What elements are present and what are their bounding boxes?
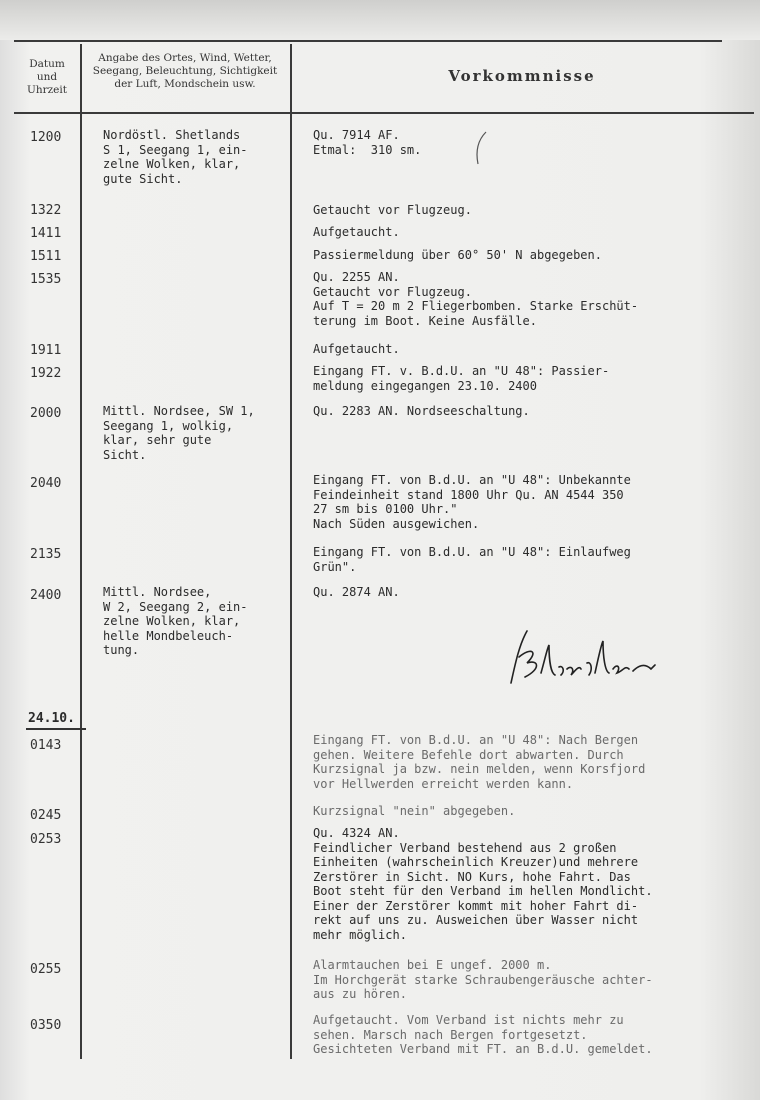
date-underline xyxy=(26,728,86,730)
header-col2-line: Seegang, Beleuchtung, Sichtigkeit xyxy=(92,65,278,77)
event-entry: Eingang FT. v. B.d.U. an "U 48": Passier- meldung eingegangen 23.10. 2400 xyxy=(313,364,610,393)
header-col1-line: und xyxy=(36,71,58,83)
event-entry: Eingang FT. von B.d.U. an "U 48": Nach Bergen gehen. Weitere Befehle dort abwarten. Durch Kurzsignal ja bzw. nein melden, wenn Korsfjord vor Hellwerden erreicht werden kann. xyxy=(313,733,646,791)
event-entry: Eingang FT. von B.d.U. an "U 48": Einlaufweg Grün". xyxy=(313,545,631,574)
page-top-shadow xyxy=(0,0,760,40)
time-entry: 1535 xyxy=(30,272,62,287)
event-entry: Alarmtauchen bei E ungef. 2000 m. Im Horchgerät starke Schraubengeräusche achter- aus zu hören. xyxy=(313,958,653,1001)
event-entry: Qu. 4324 AN. Feindlicher Verband bestehend aus 2 großen Einheiten (wahrscheinlich Kreuzer)und mehrere Zerstörer in Sicht. NO Kurs, hohe Fahrt. Das Boot steht für den Verband im hellen Mondlicht. Einer der Zerstörer kommt mit hoher Fahrt di- rekt auf uns zu. Ausweichen über Wasser nicht mehr möglich. xyxy=(313,826,653,942)
signature xyxy=(505,625,665,695)
weather-entry: Mittl. Nordsee, W 2, Seegang 2, ein- zelne Wolken, klar, helle Mondbeleuch- tung. xyxy=(103,585,248,657)
event-entry: Qu. 2283 AN. Nordseeschaltung. xyxy=(313,404,530,418)
weather-entry: Mittl. Nordsee, SW 1, Seegang 1, wolkig, klar, sehr gute Sicht. xyxy=(103,404,255,462)
date-marker: 24.10. xyxy=(28,711,75,726)
time-entry: 0253 xyxy=(30,832,62,847)
event-entry: Qu. 2255 AN. Getaucht vor Flugzeug. Auf T = 20 m 2 Fliegerbomben. Starke Erschüt- terung im Boot. Keine Ausfälle. xyxy=(313,270,639,328)
time-entry: 1911 xyxy=(30,343,62,358)
event-entry: Kurzsignal "nein" abgegeben. xyxy=(313,804,516,818)
time-entry: 0245 xyxy=(30,808,62,823)
time-entry: 1511 xyxy=(30,249,62,264)
time-entry: 0350 xyxy=(30,1018,62,1033)
time-entry: 0255 xyxy=(30,962,62,977)
header-bottom-border xyxy=(14,112,754,114)
event-entry: Qu. 7914 AF. Etmal: 310 sm. xyxy=(313,128,422,157)
time-entry: 1411 xyxy=(30,226,62,241)
header-col2-line: Angabe des Ortes, Wind, Wetter, xyxy=(98,52,272,64)
table-top-border xyxy=(14,40,722,42)
time-entry: 2040 xyxy=(30,476,62,491)
event-entry: Qu. 2874 AN. xyxy=(313,585,400,599)
event-entry: Getaucht vor Flugzeug. xyxy=(313,203,472,217)
event-entry: Aufgetaucht. xyxy=(313,342,400,356)
header-location-weather xyxy=(82,52,288,91)
time-entry: 1922 xyxy=(30,366,62,381)
event-entry: Aufgetaucht. xyxy=(313,225,400,239)
weather-entry: Nordöstl. Shetlands S 1, Seegang 1, ein- zelne Wolken, klar, gute Sicht. xyxy=(103,128,248,186)
time-entry: 2000 xyxy=(30,406,62,421)
event-entry: Passiermeldung über 60° 50' N abgegeben. xyxy=(313,248,602,262)
event-entry: Eingang FT. von B.d.U. an "U 48": Unbekannte Feindeinheit stand 1800 Uhr Qu. AN 4544 350 27 sm bis 0100 Uhr." Nach Süden ausgewichen. xyxy=(313,473,631,531)
time-entry: 1322 xyxy=(30,203,62,218)
event-entry: Aufgetaucht. Vom Verband ist nichts mehr zu sehen. Marsch nach Bergen fortgesetzt. Gesichteten Verband mit FT. an B.d.U. gemeldet. xyxy=(313,1013,653,1056)
header-date-time xyxy=(16,58,78,97)
pencil-mark-icon xyxy=(470,130,490,170)
column-divider-1 xyxy=(80,44,82,1059)
header-col2-line: der Luft, Mondschein usw. xyxy=(114,78,256,90)
time-entry: 2400 xyxy=(30,588,62,603)
time-entry: 0143 xyxy=(30,738,62,753)
header-events: Vorkommnisse xyxy=(448,67,596,85)
column-divider-2 xyxy=(290,44,292,1059)
time-entry: 2135 xyxy=(30,547,62,562)
header-col1-line: Uhrzeit xyxy=(27,84,67,96)
time-entry: 1200 xyxy=(30,130,62,145)
header-col1-line: Datum xyxy=(29,58,65,70)
